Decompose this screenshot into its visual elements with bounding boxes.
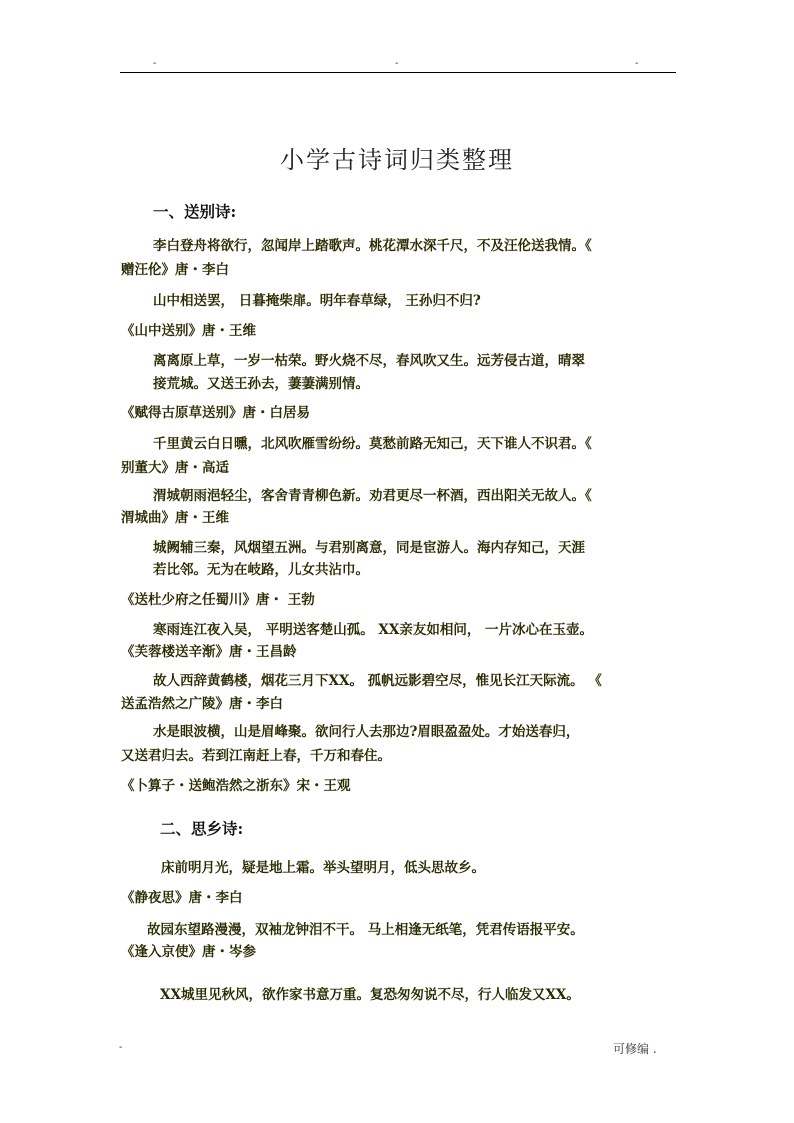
poem-line: 故人西辞黄鹤楼，烟花三月下XX。 孤帆远影碧空尽，惟见长江天际流。 《 — [153, 673, 602, 689]
footer-editable-note: 可修编 . — [613, 1042, 657, 1056]
poem-line: 赠汪伦》唐・李白 — [121, 262, 229, 278]
header-right-mark: - — [635, 58, 639, 69]
poem-line: 城阙辅三秦，风烟望五洲。与君别离意，同是宦游人。海内存知己，天涯 — [153, 540, 585, 556]
poem-line: 渭城曲》唐・王维 — [121, 510, 229, 526]
poem-line: 《送杜少府之任蜀川》唐・ 王勃 — [121, 592, 315, 608]
document-title: 小学古诗词归类整理 — [280, 146, 514, 174]
poem-line: 故园东望路漫漫，双袖龙钟泪不干。 马上相逢无纸笔，凭君传语报平安。 — [147, 922, 584, 938]
poem-line: 《赋得古原草送别》唐・白居易 — [121, 405, 310, 421]
header-left-mark: - — [153, 58, 157, 69]
poem-line: 床前明月光，疑是地上霜。举头望明月，低头思故乡。 — [161, 860, 485, 876]
poem-line: 《静夜思》唐・李白 — [121, 890, 243, 906]
poem-line: 水是眼波横，山是眉峰聚。欲问行人去那边?眉眼盈盈处。才始送春归， — [153, 724, 580, 740]
poem-line: 《芙蓉楼送辛渐》唐・王昌龄 — [121, 644, 297, 660]
poem-line: 李白登舟将欲行，忽闻岸上踏歌声。桃花潭水深千尺，不及汪伦送我情。《 — [153, 238, 592, 254]
poem-line: 送孟浩然之广陵》唐・李白 — [121, 696, 283, 712]
header-center-mark: - — [395, 58, 399, 69]
poem-line: 别董大》唐・高适 — [121, 460, 229, 476]
poem-line: 接荒城。又送王孙去，萋萋满别情。 — [153, 376, 369, 392]
poem-line: 《卜算子・送鲍浩然之浙东》宋・王观 — [121, 778, 351, 794]
poem-line: 渭城朝雨浥轻尘，客舍青青柳色新。劝君更尽一杯酒，西出阳关无故人。《 — [153, 488, 592, 504]
poem-line: 若比邻。无为在岐路，儿女共沾巾。 — [153, 562, 369, 578]
poem-line: 千里黄云白日曛，北风吹雁雪纷纷。莫愁前路无知己，天下谁人不识君。《 — [153, 436, 592, 452]
section-heading-homesick: 二、思乡诗: — [160, 819, 244, 838]
footer-left-mark: - — [119, 1042, 123, 1053]
poem-line: 寒雨连江夜入吴， 平明送客楚山孤。 XX亲友如相问， 一片冰心在玉壶。 — [153, 622, 594, 638]
poem-line: XX城里见秋风，欲作家书意万重。复恐匆匆说不尽，行人临发又XX。 — [160, 987, 580, 1003]
page-header — [120, 56, 676, 73]
section-heading-farewell: 一、送别诗: — [153, 202, 237, 221]
poem-line: 《逢入京使》唐・岑参 — [121, 944, 256, 960]
poem-line: 《山中送别》唐・王维 — [121, 323, 256, 339]
poem-line: 离离原上草，一岁一枯荣。野火烧不尽，春风吹又生。远芳侵古道，晴翠 — [153, 353, 585, 369]
poem-line: 山中相送罢， 日暮掩柴扉。明年春草绿， 王孙归不归? — [153, 293, 481, 309]
poem-line: 又送君归去。若到江南赶上春，千万和春住。 — [121, 748, 391, 764]
